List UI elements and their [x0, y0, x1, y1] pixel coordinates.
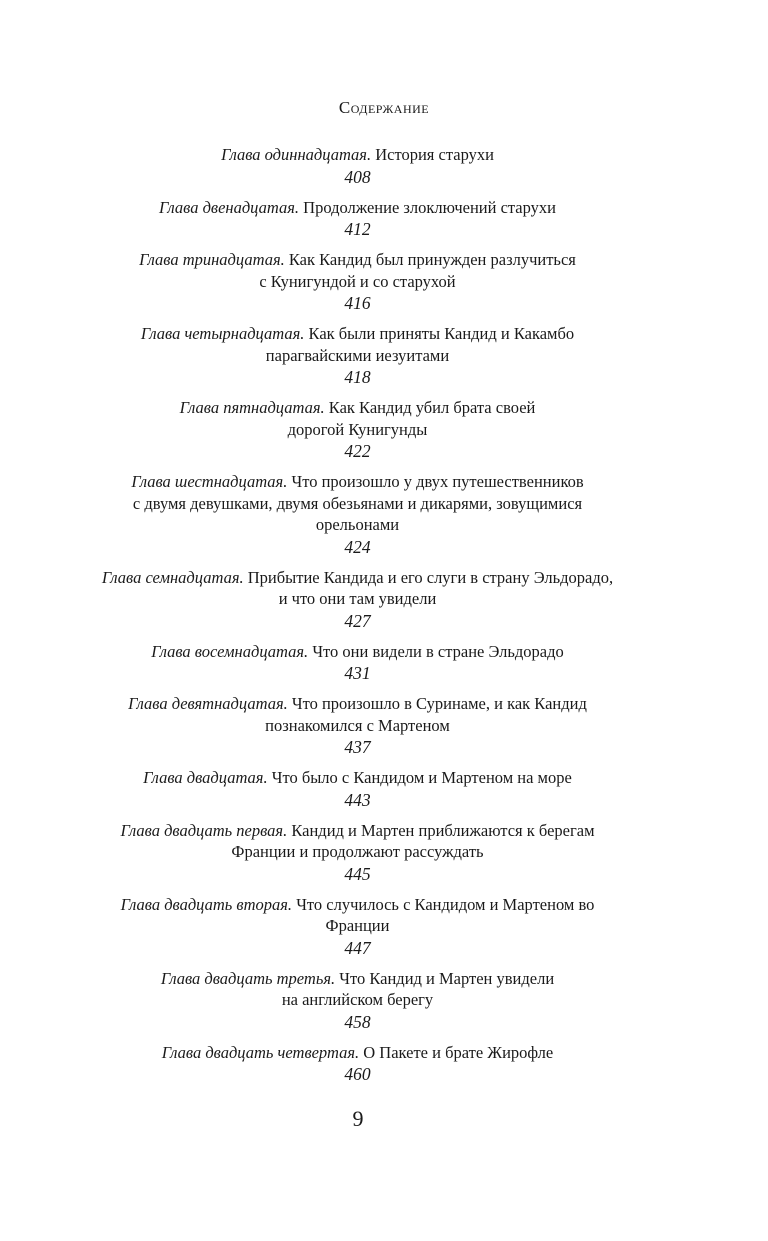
toc-entry-line: [60, 323, 655, 345]
page-number: 9: [352, 1106, 364, 1131]
chapter-title: на английском берегу: [281, 990, 434, 1009]
toc-entry-line: [60, 397, 655, 419]
toc-entry-line: [60, 493, 655, 515]
toc-entry-line: [60, 820, 655, 842]
chapter-title: Что произошло в Суринаме, и как Кандид: [291, 694, 587, 713]
toc-entry-line: [60, 1042, 655, 1064]
toc-entry-line: [60, 767, 655, 789]
chapter-title: орельонами: [315, 515, 400, 534]
chapter-label: Глава семнадцатая.: [101, 567, 244, 587]
toc-entry-line: [60, 968, 655, 990]
toc-entry: [60, 144, 655, 188]
toc-page-number: 458: [344, 1011, 371, 1032]
toc-entry-line: [60, 419, 655, 441]
toc-entry: [60, 641, 655, 685]
chapter-label: Глава тринадцатая.: [139, 250, 285, 269]
toc-entry-line: [60, 715, 655, 737]
chapter-title: Прибытие Кандида и его слуги в страну Эльдорадо,: [247, 567, 614, 587]
chapter-label: Глава двенадцатая.: [158, 197, 300, 217]
chapter-label: Глава пятнадцатая.: [179, 398, 325, 417]
toc-page-number: 422: [344, 441, 371, 461]
page-header: Содержание: [338, 98, 430, 117]
toc-entry-line: [60, 345, 655, 367]
chapter-title: с Кунигундой и со старухой: [259, 271, 456, 291]
toc-page-number: 460: [344, 1064, 371, 1084]
toc-entry-line: [60, 894, 655, 916]
chapter-title: Что случилось с Кандидом и Мартеном во: [296, 894, 595, 914]
chapter-title: Франции: [325, 916, 390, 935]
toc-page-number: 412: [344, 219, 371, 239]
toc-entry-line: [60, 915, 655, 937]
toc-page-number: 416: [344, 293, 371, 313]
chapter-title: История старухи: [375, 145, 494, 164]
toc-entry-line: [60, 249, 655, 271]
toc-entry-line: [60, 471, 655, 493]
toc-page-number: 445: [344, 863, 371, 884]
toc-entry: [60, 197, 655, 241]
toc-entry: [60, 693, 655, 758]
chapter-label: Глава шестнадцатая.: [131, 472, 288, 491]
chapter-label: Глава двадцатая.: [143, 768, 268, 787]
table-of-contents: [60, 144, 655, 1094]
toc-entry: [60, 567, 655, 632]
toc-entry: [60, 397, 655, 462]
chapter-label: Глава двадцать третья.: [160, 968, 336, 988]
toc-entry: [60, 323, 655, 388]
toc-entry: [60, 471, 655, 558]
toc-entry: [60, 249, 655, 314]
toc-entry: [60, 894, 655, 959]
toc-entry-line: [60, 841, 655, 863]
chapter-label: Глава одиннадцатая.: [221, 145, 372, 164]
chapter-title: Что было с Кандидом и Мартеном на море: [271, 768, 572, 787]
chapter-title: Что они видели в стране Эльдорадо: [312, 641, 564, 661]
toc-entry: [60, 820, 655, 885]
chapter-title: Что Кандид и Мартен увидели: [339, 968, 555, 988]
toc-entry-line: [60, 567, 655, 589]
chapter-title: и что они там увидели: [278, 589, 437, 608]
chapter-title: О Пакете и брате Жирофле: [363, 1042, 554, 1062]
toc-entry-line: [60, 989, 655, 1011]
toc-entry-line: [60, 144, 655, 166]
toc-entry-line: [60, 197, 655, 219]
chapter-title: познакомился с Мартеном: [265, 715, 450, 735]
toc-page-number: 431: [344, 663, 371, 683]
chapter-title: дорогой Кунигунды: [287, 419, 428, 439]
chapter-title: Продолжение злоключений старухи: [303, 197, 556, 217]
toc-entry-line: [60, 693, 655, 715]
toc-page-number: 408: [344, 166, 371, 187]
toc-entry-line: [60, 271, 655, 293]
chapter-title: Как Кандид убил брата своей: [328, 398, 536, 417]
chapter-title: Что произошло у двух путешественников: [291, 472, 584, 491]
chapter-title: Франции и продолжают рассуждать: [231, 842, 484, 861]
chapter-label: Глава восемнадцатая.: [151, 641, 309, 661]
toc-entry: [60, 767, 655, 811]
toc-page-number: 437: [344, 737, 371, 757]
toc-entry-line: [60, 641, 655, 663]
toc-page-number: 443: [344, 789, 371, 810]
chapter-label: Глава двадцать четвертая.: [161, 1042, 360, 1062]
chapter-label: Глава двадцать первая.: [120, 820, 288, 840]
chapter-label: Глава девятнадцатая.: [128, 694, 288, 713]
toc-entry-line: [60, 588, 655, 610]
chapter-title: с двумя девушками, двумя обезьянами и дикарями, зовущимися: [132, 493, 583, 513]
toc-entry: [60, 1042, 655, 1086]
toc-page-number: 418: [344, 367, 371, 387]
toc-page-number: 447: [344, 937, 371, 958]
toc-entry: [60, 968, 655, 1033]
chapter-title: Кандид и Мартен приближаются к берегам: [291, 820, 595, 840]
chapter-label: Глава четырнадцатая.: [140, 324, 305, 343]
chapter-title: Как Кандид был принужден разлучиться: [288, 250, 576, 269]
chapter-title: парагвайскими иезуитами: [265, 345, 450, 365]
chapter-label: Глава двадцать вторая.: [120, 894, 293, 914]
toc-page-number: 424: [344, 536, 371, 557]
toc-page-number: 427: [344, 610, 371, 631]
toc-entry-line: [60, 514, 655, 536]
chapter-title: Как были приняты Кандид и Какамбо: [308, 324, 575, 343]
